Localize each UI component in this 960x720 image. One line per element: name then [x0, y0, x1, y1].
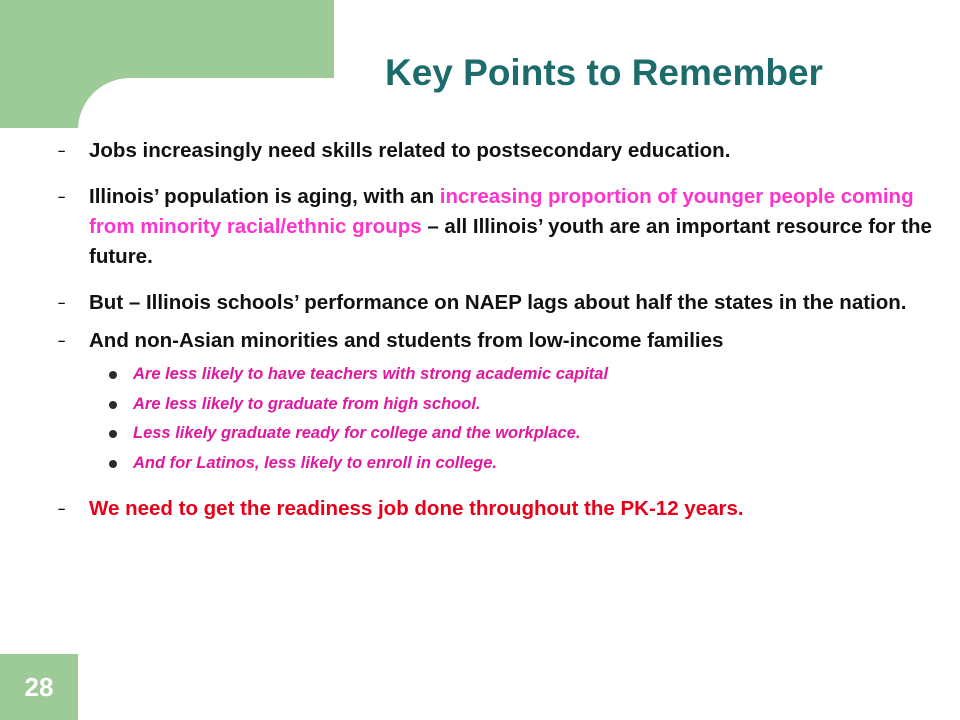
bullet-item — [58, 136, 938, 166]
sub-bullet-item — [89, 449, 938, 479]
bullet-text-tail: – all Illinois’ youth are an important resource for the future. — [89, 215, 932, 268]
sub-bullet-text: Less likely graduate ready for college and the workplace. — [133, 424, 581, 442]
bullet-text: Jobs increasingly need skills related to postsecondary education. — [89, 139, 731, 162]
bullet-text: Illinois’ population is aging, with an — [89, 185, 440, 208]
sub-bullet-text: And for Latinos, less likely to enroll in college. — [133, 453, 497, 472]
sub-bullet-item — [89, 419, 938, 449]
bullet-dot-icon — [109, 371, 117, 379]
decorative-curve — [78, 78, 348, 140]
bullet-dash: – — [58, 501, 66, 516]
bullet-dot-icon — [109, 401, 117, 409]
bullet-text: We need to get the readiness job done throughout the PK-12 years. — [89, 497, 744, 520]
bullet-item — [58, 182, 938, 272]
bullet-dot-icon — [109, 460, 117, 468]
sub-bullet-list — [89, 360, 938, 478]
bullet-text: And non-Asian minorities and students from low-income families — [89, 329, 724, 352]
bullet-item — [58, 288, 938, 318]
bullet-item — [58, 494, 938, 524]
bullet-dash: – — [58, 189, 66, 204]
sub-bullet-item — [89, 360, 938, 390]
sub-bullet-text: Are less likely to graduate from high school. — [133, 394, 481, 413]
sub-bullet-item — [89, 390, 938, 420]
bullet-dot-icon — [109, 430, 117, 438]
page-number — [0, 654, 78, 720]
bullet-item — [58, 326, 938, 478]
bullet-dash: – — [58, 333, 66, 348]
sub-bullet-text: Are less likely to have teachers with strong academic capital — [133, 365, 609, 383]
bullet-dash: – — [58, 143, 66, 158]
bullet-dash: – — [58, 295, 66, 310]
bullet-list — [58, 136, 938, 524]
bullet-highlight: increasing proportion of younger people coming from minority racial/ethnic groups — [89, 185, 914, 238]
bullet-text: But – Illinois schools’ performance on NAEP lags about half the states in the nation. — [89, 291, 907, 314]
slide-title: Key Points to Remember — [385, 52, 823, 93]
page-number-text: 28 — [24, 671, 54, 702]
